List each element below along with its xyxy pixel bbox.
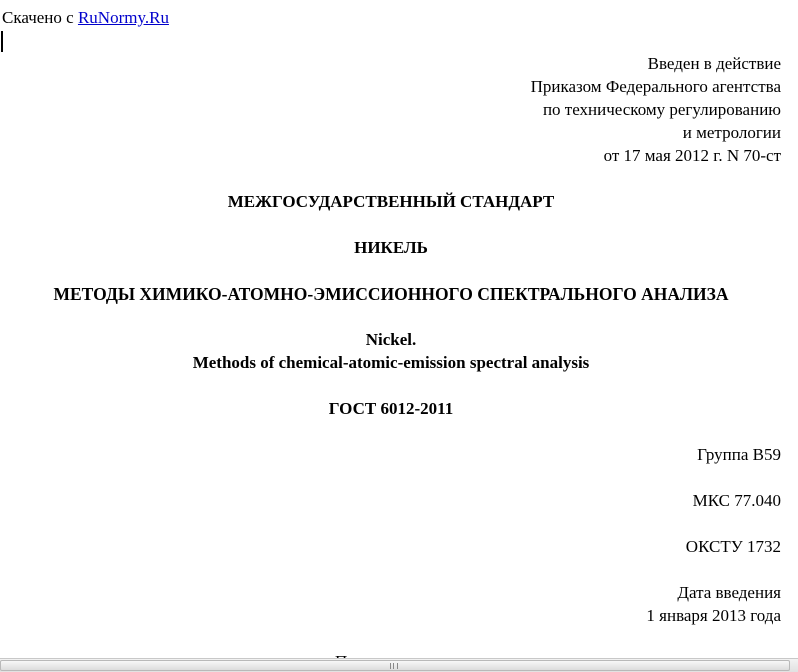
standard-subtitle-en: Methods of chemical-atomic-emission spectral analysis — [192, 353, 590, 372]
enactment-line-4: и метрологии — [682, 123, 781, 142]
standard-name-ru: НИКЕЛЬ — [354, 238, 428, 257]
enactment-line-3: по техническому регулированию — [542, 100, 781, 119]
standard-subtitle-ru: МЕТОДЫ ХИМИКО-АТОМНО-ЭМИССИОННОГО СПЕКТРАЛЬНОГО АНАЛИЗА — [53, 284, 729, 304]
group-label: Группа B59 — [697, 445, 781, 464]
downloaded-from-line — [2, 7, 169, 29]
intro-date-value: 1 января 2013 года — [646, 606, 781, 625]
standard-type: МЕЖГОСУДАРСТВЕННЫЙ СТАНДАРТ — [227, 192, 555, 211]
intro-date-label: Дата введения — [677, 583, 781, 602]
enactment-line-5: от 17 мая 2012 г. N 70-ст — [603, 146, 781, 165]
runormy-link[interactable]: RuNormy.Ru — [77, 8, 169, 27]
intro-date-block — [646, 581, 781, 627]
mks-label: МКС 77.040 — [692, 491, 781, 510]
enactment-line-2: Приказом Федерального агентства — [530, 77, 781, 96]
downloaded-prefix: Скачено с — [2, 8, 78, 27]
okstu-label: ОКСТУ 1732 — [685, 537, 781, 556]
enactment-line-1: Введен в действие — [647, 54, 781, 73]
standard-code: ГОСТ 6012-2011 — [328, 399, 454, 418]
horizontal-scrollbar[interactable] — [0, 658, 798, 672]
standard-name-en: Nickel. — [365, 330, 417, 349]
enactment-block — [531, 52, 781, 167]
grip-icon — [390, 663, 398, 669]
scrollbar-thumb[interactable] — [0, 660, 790, 671]
text-cursor — [1, 31, 3, 52]
